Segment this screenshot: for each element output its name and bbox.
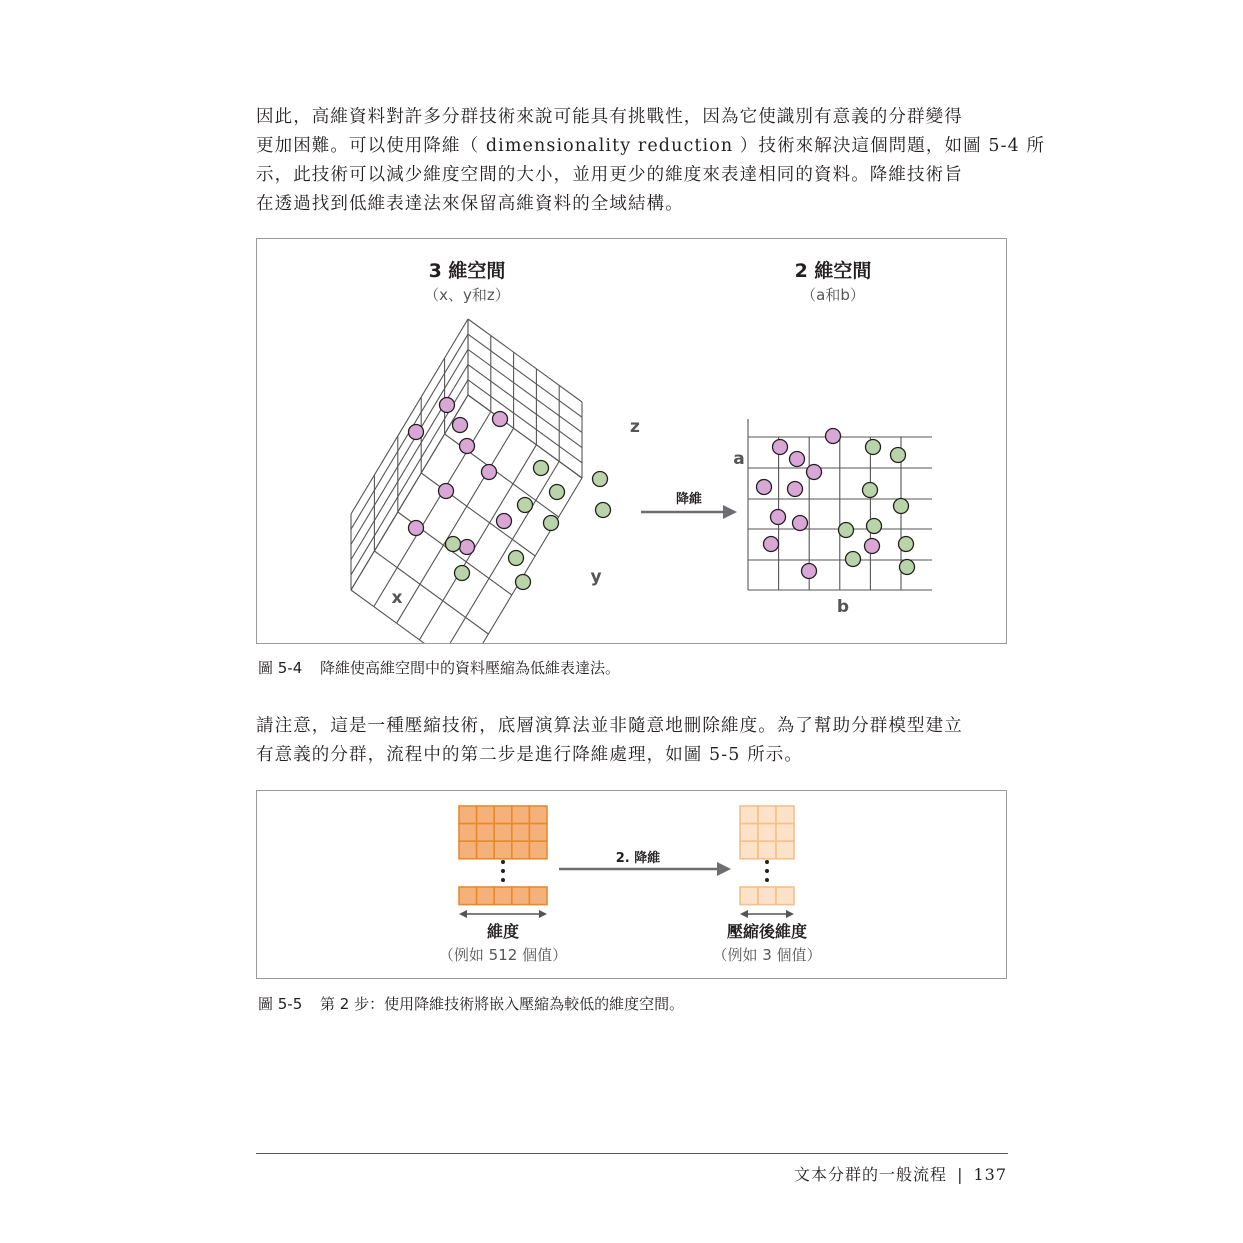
matrix-cell — [740, 887, 758, 905]
matrix-cell — [776, 824, 794, 842]
footer-separator: | — [957, 1165, 964, 1184]
ellipsis-dot — [501, 869, 505, 873]
matrix-cell — [758, 824, 776, 842]
purple-point — [757, 480, 772, 495]
matrix-cell — [512, 841, 530, 859]
paragraph-2 — [256, 712, 1008, 770]
arrowhead-left — [459, 910, 467, 918]
3d-grid — [351, 319, 582, 643]
matrix-cell — [477, 806, 495, 824]
caption-text: 第 2 步：使用降維技術將嵌入壓縮為較低的維度空間。 — [320, 995, 685, 1013]
matrix-cell — [459, 824, 477, 842]
green-point — [863, 483, 878, 498]
3d-points — [409, 398, 611, 590]
matrix-cell — [740, 824, 758, 842]
matrix-cell — [459, 887, 477, 905]
caption-text: 降維使高維空間中的資料壓縮為低維表達法。 — [320, 659, 621, 677]
matrix-cell — [740, 806, 758, 824]
green-point — [593, 472, 608, 487]
purple-point — [409, 425, 424, 440]
dimensionality-diagram — [257, 239, 1006, 643]
embedding-matrix — [459, 806, 547, 859]
page-number: 137 — [973, 1165, 1007, 1184]
matrix-cell — [512, 824, 530, 842]
ellipsis-dot — [765, 878, 769, 882]
green-point — [446, 537, 461, 552]
purple-point — [453, 418, 468, 433]
matrix-cell — [477, 824, 495, 842]
matrix-cell — [776, 806, 794, 824]
axis-a-label: a — [733, 449, 745, 469]
embedding-compression-diagram — [257, 791, 1006, 978]
axis-x-label: x — [391, 588, 403, 608]
dimension-label: 維度 — [486, 922, 520, 941]
grid-line — [468, 365, 582, 448]
text-line: 有意義的分群，流程中的第二步是進行降維處理，如圖 5-5 所示。 — [256, 745, 804, 765]
purple-point — [788, 482, 803, 497]
compressed-dimension-label: 壓縮後維度 — [726, 922, 808, 941]
matrix-cell — [758, 841, 776, 859]
grid-line — [351, 590, 465, 643]
ellipsis-dot — [765, 869, 769, 873]
green-point — [839, 523, 854, 538]
figure-5-5-caption — [258, 993, 684, 1014]
text-line: 請注意，這是一種壓縮技術，底層演算法並非隨意地刪除維度。為了幫助分群模型建立 — [256, 716, 963, 736]
matrix-cell — [512, 806, 530, 824]
ellipsis-dot — [501, 860, 505, 864]
axis-y-label: y — [590, 567, 602, 587]
purple-point — [826, 429, 841, 444]
figure-5-5 — [256, 790, 1007, 979]
matrix-cell — [459, 841, 477, 859]
green-point — [867, 519, 882, 534]
compressed-dimension-example: （例如 3 個值） — [712, 946, 822, 964]
purple-point — [771, 510, 786, 525]
paragraph-1 — [256, 103, 1046, 219]
purple-point — [482, 465, 497, 480]
green-point — [899, 537, 914, 552]
purple-point — [409, 521, 424, 536]
purple-point — [764, 537, 779, 552]
matrix-cell — [776, 887, 794, 905]
ellipsis-dot — [765, 860, 769, 864]
right-subtitle: （a和b） — [801, 286, 865, 304]
grid-line — [468, 334, 582, 417]
left-title: 3 維空間 — [428, 260, 506, 282]
arrowhead-right — [539, 910, 547, 918]
left-subtitle: （x、y和z） — [424, 286, 510, 304]
purple-point — [807, 465, 822, 480]
matrix-cell — [529, 806, 547, 824]
page-footer — [794, 1162, 1007, 1185]
matrix-cell — [494, 841, 512, 859]
green-point — [455, 566, 470, 581]
green-point — [550, 485, 565, 500]
figure-5-4 — [256, 238, 1007, 644]
arrowhead-left — [740, 910, 748, 918]
dimension-example: （例如 512 個值） — [438, 946, 568, 964]
2d-points — [757, 429, 915, 579]
reduction-label: 降維 — [675, 492, 703, 507]
step-arrowhead — [717, 862, 731, 876]
text-line: 示，此技術可以減少維度空間的大小，並用更少的維度來表達相同的資料。降維技術旨 — [256, 165, 963, 185]
grid-line — [468, 349, 582, 432]
right-title: 2 維空間 — [794, 260, 872, 282]
matrix-cell — [758, 806, 776, 824]
green-point — [544, 516, 559, 531]
footer-rule — [256, 1153, 1008, 1154]
compressed-matrix — [740, 806, 794, 859]
grid-line — [419, 445, 536, 640]
green-point — [534, 461, 549, 476]
purple-point — [497, 514, 512, 529]
embedding-row — [459, 887, 547, 905]
purple-point — [802, 564, 817, 579]
purple-point — [460, 540, 475, 555]
green-point — [518, 498, 533, 513]
green-point — [866, 440, 881, 455]
axis-z-label: z — [630, 417, 640, 437]
text-line: 因此，高維資料對許多分群技術來說可能具有挑戰性，因為它使識別有意義的分群變得 — [256, 107, 963, 127]
matrix-cell — [494, 806, 512, 824]
step-label: 2. 降維 — [615, 851, 661, 866]
chapter-title: 文本分群的一般流程 — [794, 1165, 948, 1184]
green-point — [846, 552, 861, 567]
grid-line — [468, 319, 582, 402]
caption-number: 圖 5-4 — [258, 659, 303, 677]
grid-line — [442, 461, 559, 643]
purple-point — [460, 439, 475, 454]
arrowhead-right — [786, 910, 794, 918]
green-point — [596, 503, 611, 518]
green-point — [516, 575, 531, 590]
purple-point — [439, 484, 454, 499]
purple-point — [790, 452, 805, 467]
purple-point — [493, 412, 508, 427]
figure-5-4-caption — [258, 657, 620, 678]
matrix-cell — [494, 824, 512, 842]
green-point — [894, 499, 909, 514]
purple-point — [440, 398, 455, 413]
caption-number: 圖 5-5 — [258, 995, 303, 1013]
matrix-cell — [776, 841, 794, 859]
compressed-row — [740, 887, 794, 905]
purple-point — [865, 539, 880, 554]
purple-point — [793, 516, 808, 531]
text-line: 在透過找到低維表達法來保留高維資料的全域結構。 — [256, 194, 684, 214]
matrix-cell — [529, 887, 547, 905]
matrix-cell — [459, 806, 477, 824]
grid-line — [421, 473, 535, 556]
matrix-cell — [512, 887, 530, 905]
matrix-cell — [740, 841, 758, 859]
text-line: 更加困難。可以使用降維（ dimensionality reduction ）技術來解決這個問題，如圖 5-4 所 — [256, 136, 1046, 156]
green-point — [900, 560, 915, 575]
purple-point — [773, 440, 788, 455]
matrix-cell — [477, 841, 495, 859]
green-point — [891, 448, 906, 463]
axis-b-label: b — [836, 597, 850, 617]
grid-line — [351, 349, 468, 544]
green-point — [509, 551, 524, 566]
ellipsis-dot — [501, 878, 505, 882]
matrix-cell — [758, 887, 776, 905]
matrix-cell — [477, 887, 495, 905]
matrix-cell — [529, 824, 547, 842]
reduction-arrowhead — [723, 505, 737, 519]
matrix-cell — [529, 841, 547, 859]
matrix-cell — [494, 887, 512, 905]
